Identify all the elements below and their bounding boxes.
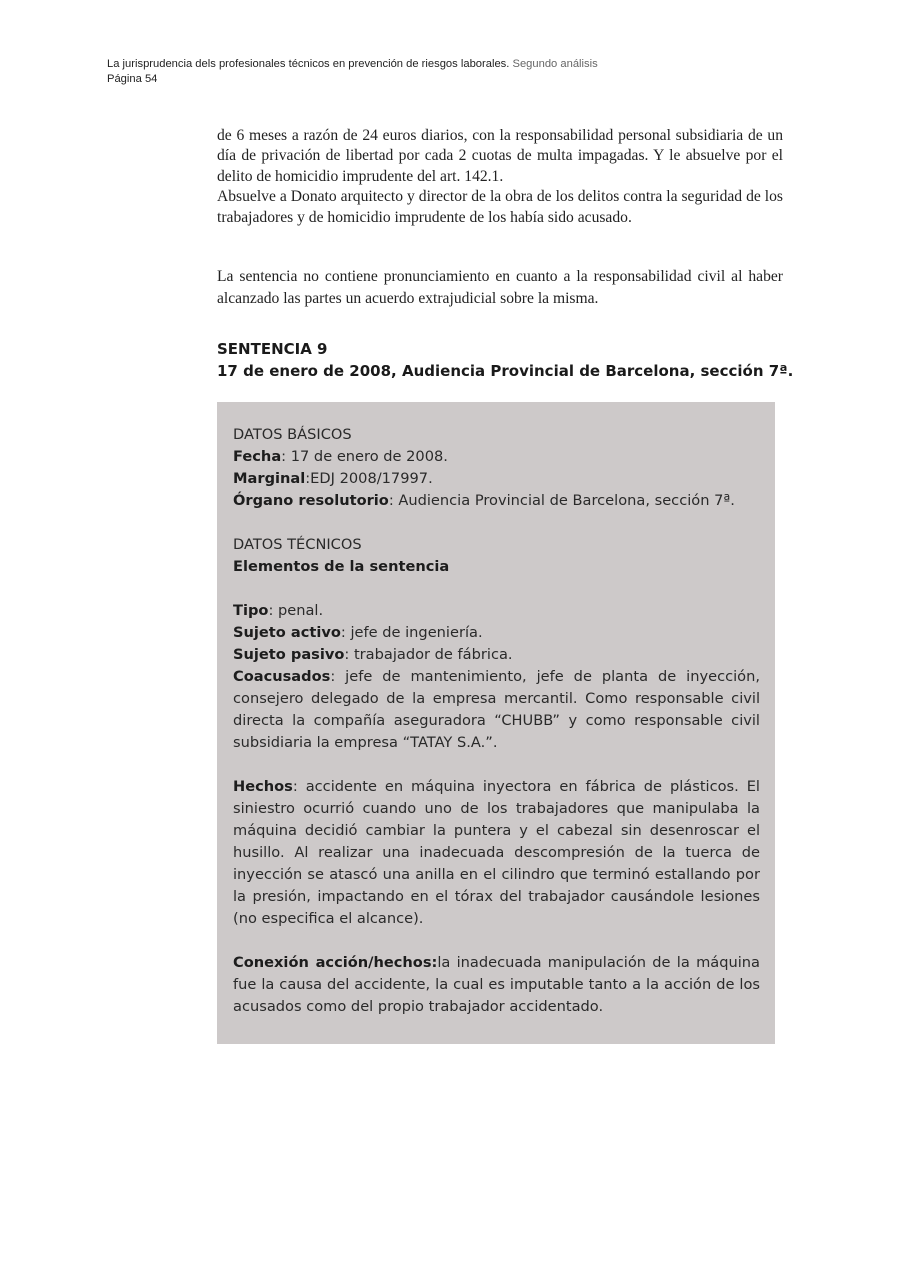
sujeto-pasivo-value: : trabajador de fábrica. [344,646,513,663]
datos-content [233,424,760,1018]
organo-label: Órgano resolutorio [233,492,389,509]
fecha-label: Fecha [233,448,282,465]
organo-line [233,490,760,512]
sentencia-number: SENTENCIA 9 [217,340,328,358]
header-subtitle: Segundo análisis [512,58,598,70]
datos-tecnicos-heading: DATOS TÉCNICOS [233,536,362,553]
spacer [233,512,760,534]
page-number: Página 54 [107,73,158,85]
organo-value: : Audiencia Provincial de Barcelona, sección 7ª. [388,492,735,509]
paragraph-responsabilidad-civil: La sentencia no contiene pronunciamiento en cuanto a la responsabilidad civil al haber alcanzado las partes un acuerdo extrajudicial sobre la misma. [217,268,783,307]
elementos-label: Elementos de la sentencia [233,558,450,575]
sentencia-heading [217,338,793,382]
marginal-value: :EDJ 2008/17997. [305,470,433,487]
conexion-label: Conexión acción/hechos: [233,954,438,971]
tipo-line [233,600,760,622]
conexion-value: la inadecuada manipulación de la máquina fue la causa del accidente, la cual es imputable tanto a la acción de los acusados como del propio trabajador accidentado. [233,954,760,1015]
datos-basicos-heading: DATOS BÁSICOS [233,426,352,443]
sujeto-activo-label: Sujeto activo [233,624,341,641]
fecha-line [233,446,760,468]
running-header [107,57,598,87]
paragraph-text-2: Absuelve a Donato arquitecto y director de la obra de los delitos contra la seguridad de los trabajadores y de homicidio imprudente de los había sido acusado. [217,188,783,226]
spacer [233,930,760,952]
hechos-label: Hechos [233,778,293,795]
conexion-paragraph [233,952,760,1018]
marginal-label: Marginal [233,470,306,487]
hechos-value: : accidente en máquina inyectora en fábrica de plásticos. El siniestro ocurrió cuando uno de los trabajadores que manipulaba la máquina decidió cambiar la puntera y el cabezal sin desenroscar el husillo. Al realizar una inadecuada descompresión de la tuerca de inyección se atascó una anilla en el cilindro que terminó estallando por la presión, impactando en el tórax del trabajador causándole lesiones (no especifica el alcance). [233,778,760,927]
coacusados-value: : jefe de mantenimiento, jefe de planta de inyección, consejero delegado de la empresa mercantil. Como responsable civil directa la compañía aseguradora “CHUBB” y como responsable civil subsidiaria la empresa “TATAY S.A.”. [233,668,760,751]
header-title-line [107,57,598,72]
datos-box [217,402,775,1044]
tipo-value: : penal. [268,602,324,619]
sujeto-activo-value: : jefe de ingeniería. [340,624,483,641]
elementos-heading [233,556,760,578]
sentencia-subtitle: 17 de enero de 2008, Audiencia Provincial de Barcelona, sección 7ª. [217,362,794,380]
hechos-paragraph [233,776,760,930]
paragraph-text-1: de 6 meses a razón de 24 euros diarios, con la responsabilidad personal subsidiaria de un día de privación de libertad por cada 2 cuotas de multa impagadas. Y le absuelve por el delito de homicidio imprudente del art. 142.1. [217,127,783,185]
sujeto-pasivo-line [233,644,760,666]
tipo-label: Tipo [233,602,269,619]
coacusados-paragraph [233,666,760,754]
sujeto-activo-line [233,622,760,644]
spacer [233,754,760,776]
paragraph-condena [217,126,783,228]
sujeto-pasivo-label: Sujeto pasivo [233,646,345,663]
spacer [233,578,760,600]
coacusados-label: Coacusados [233,668,331,685]
header-title: La jurisprudencia dels profesionales técnicos en prevención de riesgos laborales. [107,58,510,70]
marginal-line [233,468,760,490]
fecha-value: : 17 de enero de 2008. [281,448,448,465]
